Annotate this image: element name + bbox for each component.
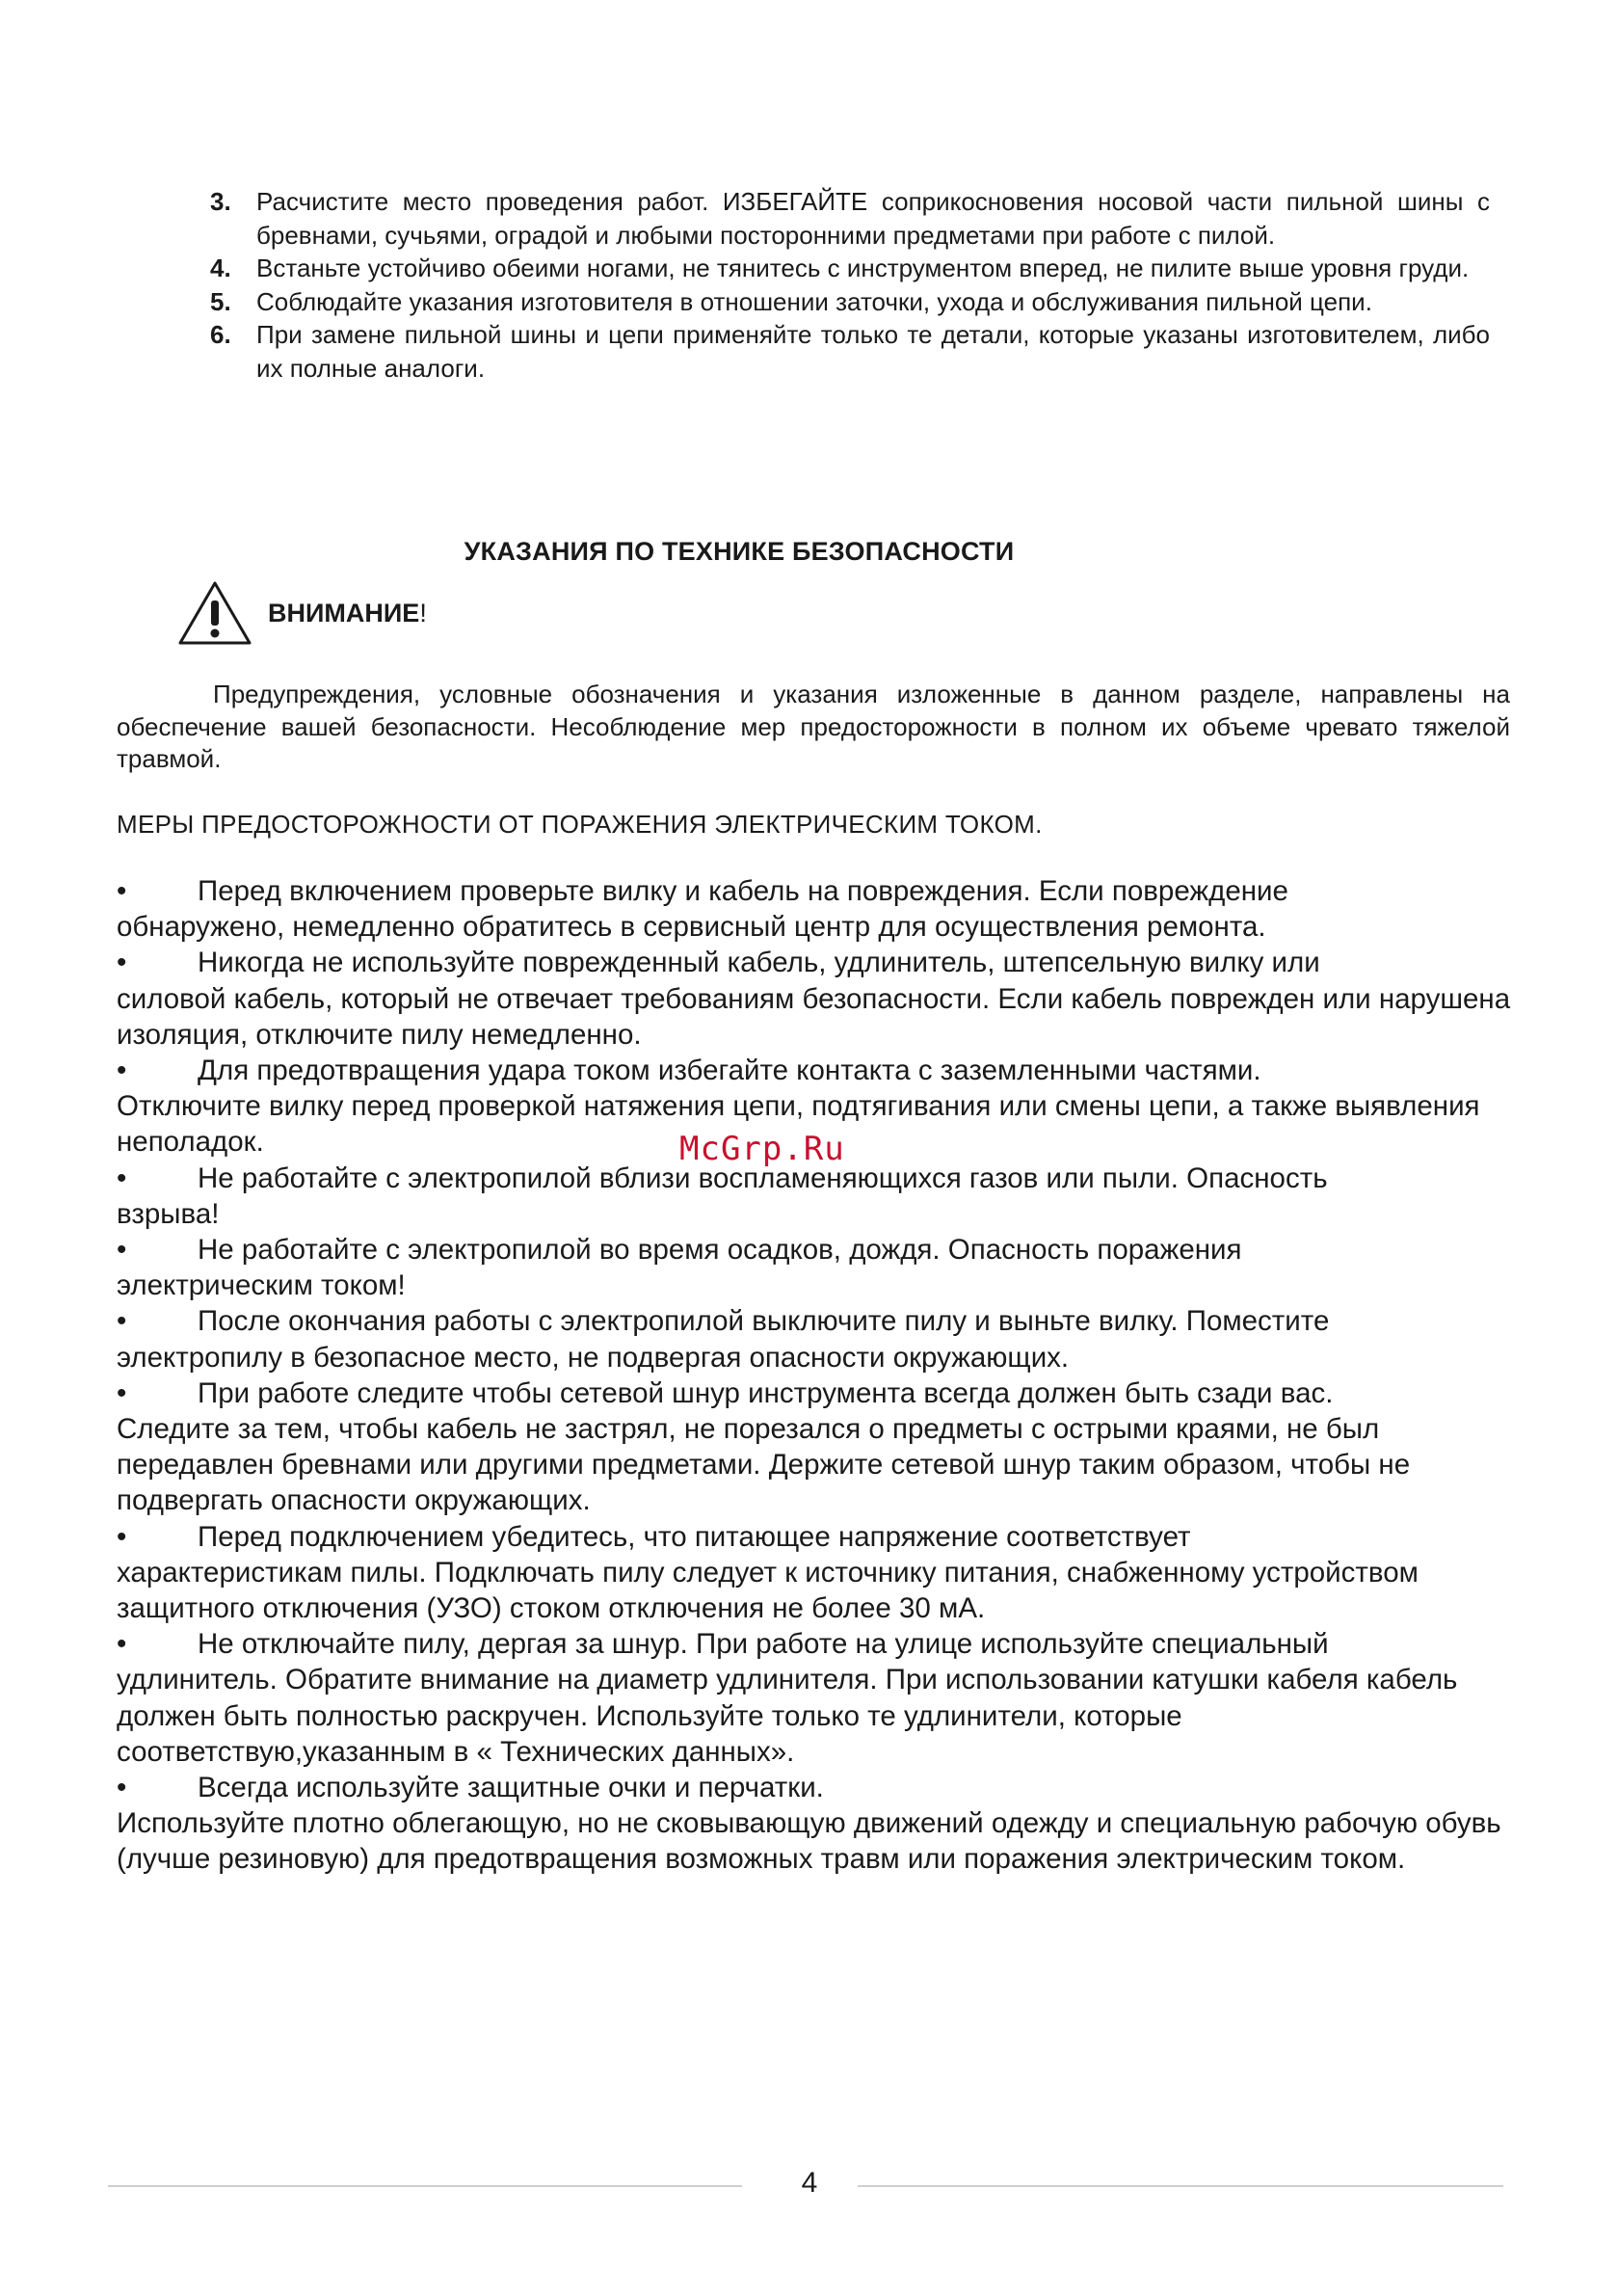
bullet-item [117,1303,1514,1339]
item-number: 4. [210,254,231,282]
warning-label [268,599,427,628]
item-text: Расчистите место проведения работ. ИЗБЕГАЙТЕ соприкосновения носовой части пильной шины с бревнами, сучьями, оградой и любыми посторонними предметами при работе с пилой. [256,187,1490,250]
bullet-continuation: электрическим током! [117,1269,406,1302]
warning-word: ВНИМАНИЕ [268,598,420,627]
warning-notice [175,578,427,648]
list-item [210,318,1490,385]
bullet-symbol: • [117,1161,127,1194]
bullet-symbol: • [117,1376,127,1409]
bullet-text: Никогда не используйте поврежденный кабель, удлинитель, штепсельную вилку или [198,947,1320,979]
closing-paragraph: Используйте плотно облегающую, но не сковывающую движений одежду и специальную рабочую обувь (лучше резиновую) для предотвращения возможных травм или поражения электрическим током. [117,1807,1501,1876]
intro-paragraph: Предупреждения, условные обозначения и указания изложенные в данном разделе, направлены на обеспечение вашей безопасности. Несоблюдение мер предосторожности в полном их объеме чревато тяжелой травмой. [117,680,1510,773]
bullet-item [117,1375,1514,1411]
bullet-item [117,1770,1514,1805]
bullet-item [117,1053,1514,1088]
page-number: 4 [801,2167,818,2199]
bullet-text: Перед включением проверьте вилку и кабель на повреждения. Если повреждение [198,875,1288,907]
list-item [210,252,1490,285]
bullet-continuation: характеристикам пилы. Подключать пилу следует к источнику питания, снабженному устройством защитного отключения (УЗО) стоком отключения не более 30 мА. [117,1556,1419,1625]
warning-triangle-icon [175,578,254,648]
bullet-continuation: Следите за тем, чтобы кабель не застрял, не порезался о предметы с острыми краями, не был передавлен бревнами или другими предметами. Держите сетевой шнур таким образом, чтобы не подвергать опасности окружающих. [117,1413,1411,1517]
bullet-item [117,945,1514,980]
bullet-continuation: взрыва! [117,1197,220,1230]
bullet-text: Не работайте с электропилой во время осадков, дождя. Опасность поражения [198,1234,1242,1267]
bullet-symbol: • [117,947,127,979]
bullet-item [117,1232,1514,1268]
warning-punct: ! [419,598,427,627]
bullet-text: Всегда используйте защитные очки и перчатки. [198,1772,824,1804]
footer-rule-left [108,2185,742,2187]
bullet-symbol: • [117,1055,127,1087]
bullet-symbol: • [117,1628,127,1661]
footer-rule-right [858,2185,1503,2187]
bullet-continuation: силовой кабель, который не отвечает требованиям безопасности. Если кабель поврежден или нарушена изоляция, отключите пилу немедленно. [117,982,1511,1051]
item-number: 6. [210,320,231,349]
numbered-list [210,185,1490,385]
bullet-text: Перед подключением убедитесь, что питающее напряжение соответствует [198,1520,1191,1553]
item-number: 5. [210,286,231,316]
bullet-item [117,873,1514,909]
section-title: УКАЗАНИЯ ПО ТЕХНИКЕ БЕЗОПАСНОСТИ [464,537,1015,566]
item-text: Встаньте устойчиво обеими ногами, не тянитесь с инструментом вперед, не пилите выше уровня груди. [256,254,1470,282]
bullet-continuation: удлинитель. Обратите внимание на диаметр удлинителя. При использовании катушки кабеля кабель должен быть полностью раскручен. Используйте только те удлинители, которые соответствую,указанным в « Технических данных». [117,1664,1458,1768]
bullet-continuation: Отключите вилку перед проверкой натяжения цепи, подтягивания или смены цепи, а также выявления неполадок. [117,1090,1480,1159]
bullet-text: При работе следите чтобы сетевой шнур инструмента всегда должен быть сзади вас. [198,1376,1334,1409]
item-number: 3. [210,187,231,216]
bullet-symbol: • [117,1772,127,1804]
item-text: При замене пильной шины и цепи применяйте только те детали, которые указаны изготовителем, либо их полные аналоги. [256,320,1490,383]
watermark: McGrp.Ru [679,1130,845,1168]
bullet-text: Не отключайте пилу, дергая за шнур. При работе на улице используйте специальный [198,1628,1329,1661]
bullet-list [117,873,1514,1878]
subheading: МЕРЫ ПРЕДОСТОРОЖНОСТИ ОТ ПОРАЖЕНИЯ ЭЛЕКТРИЧЕСКИМ ТОКОМ. [117,810,1043,839]
bullet-text: Для предотвращения удара током избегайте контакта с заземленными частями. [198,1055,1261,1087]
bullet-continuation: электропилу в безопасное место, не подвергая опасности окружающих. [117,1341,1070,1374]
bullet-continuation: обнаружено, немедленно обратитесь в сервисный центр для осуществления ремонта. [117,911,1266,944]
list-item [210,185,1490,252]
bullet-item [117,1519,1514,1555]
item-text: Соблюдайте указания изготовителя в отношении заточки, ухода и обслуживания пильной цепи. [256,286,1372,316]
bullet-symbol: • [117,1520,127,1553]
list-item [210,285,1490,319]
bullet-symbol: • [117,1234,127,1267]
bullet-symbol: • [117,1305,127,1338]
bullet-item [117,1626,1514,1662]
bullet-text: После окончания работы с электропилой выключите пилу и выньте вилку. Поместите [198,1305,1330,1338]
bullet-text: Не работайте с электропилой вблизи воспламеняющихся газов или пыли. Опасность [198,1161,1328,1194]
bullet-symbol: • [117,875,127,907]
